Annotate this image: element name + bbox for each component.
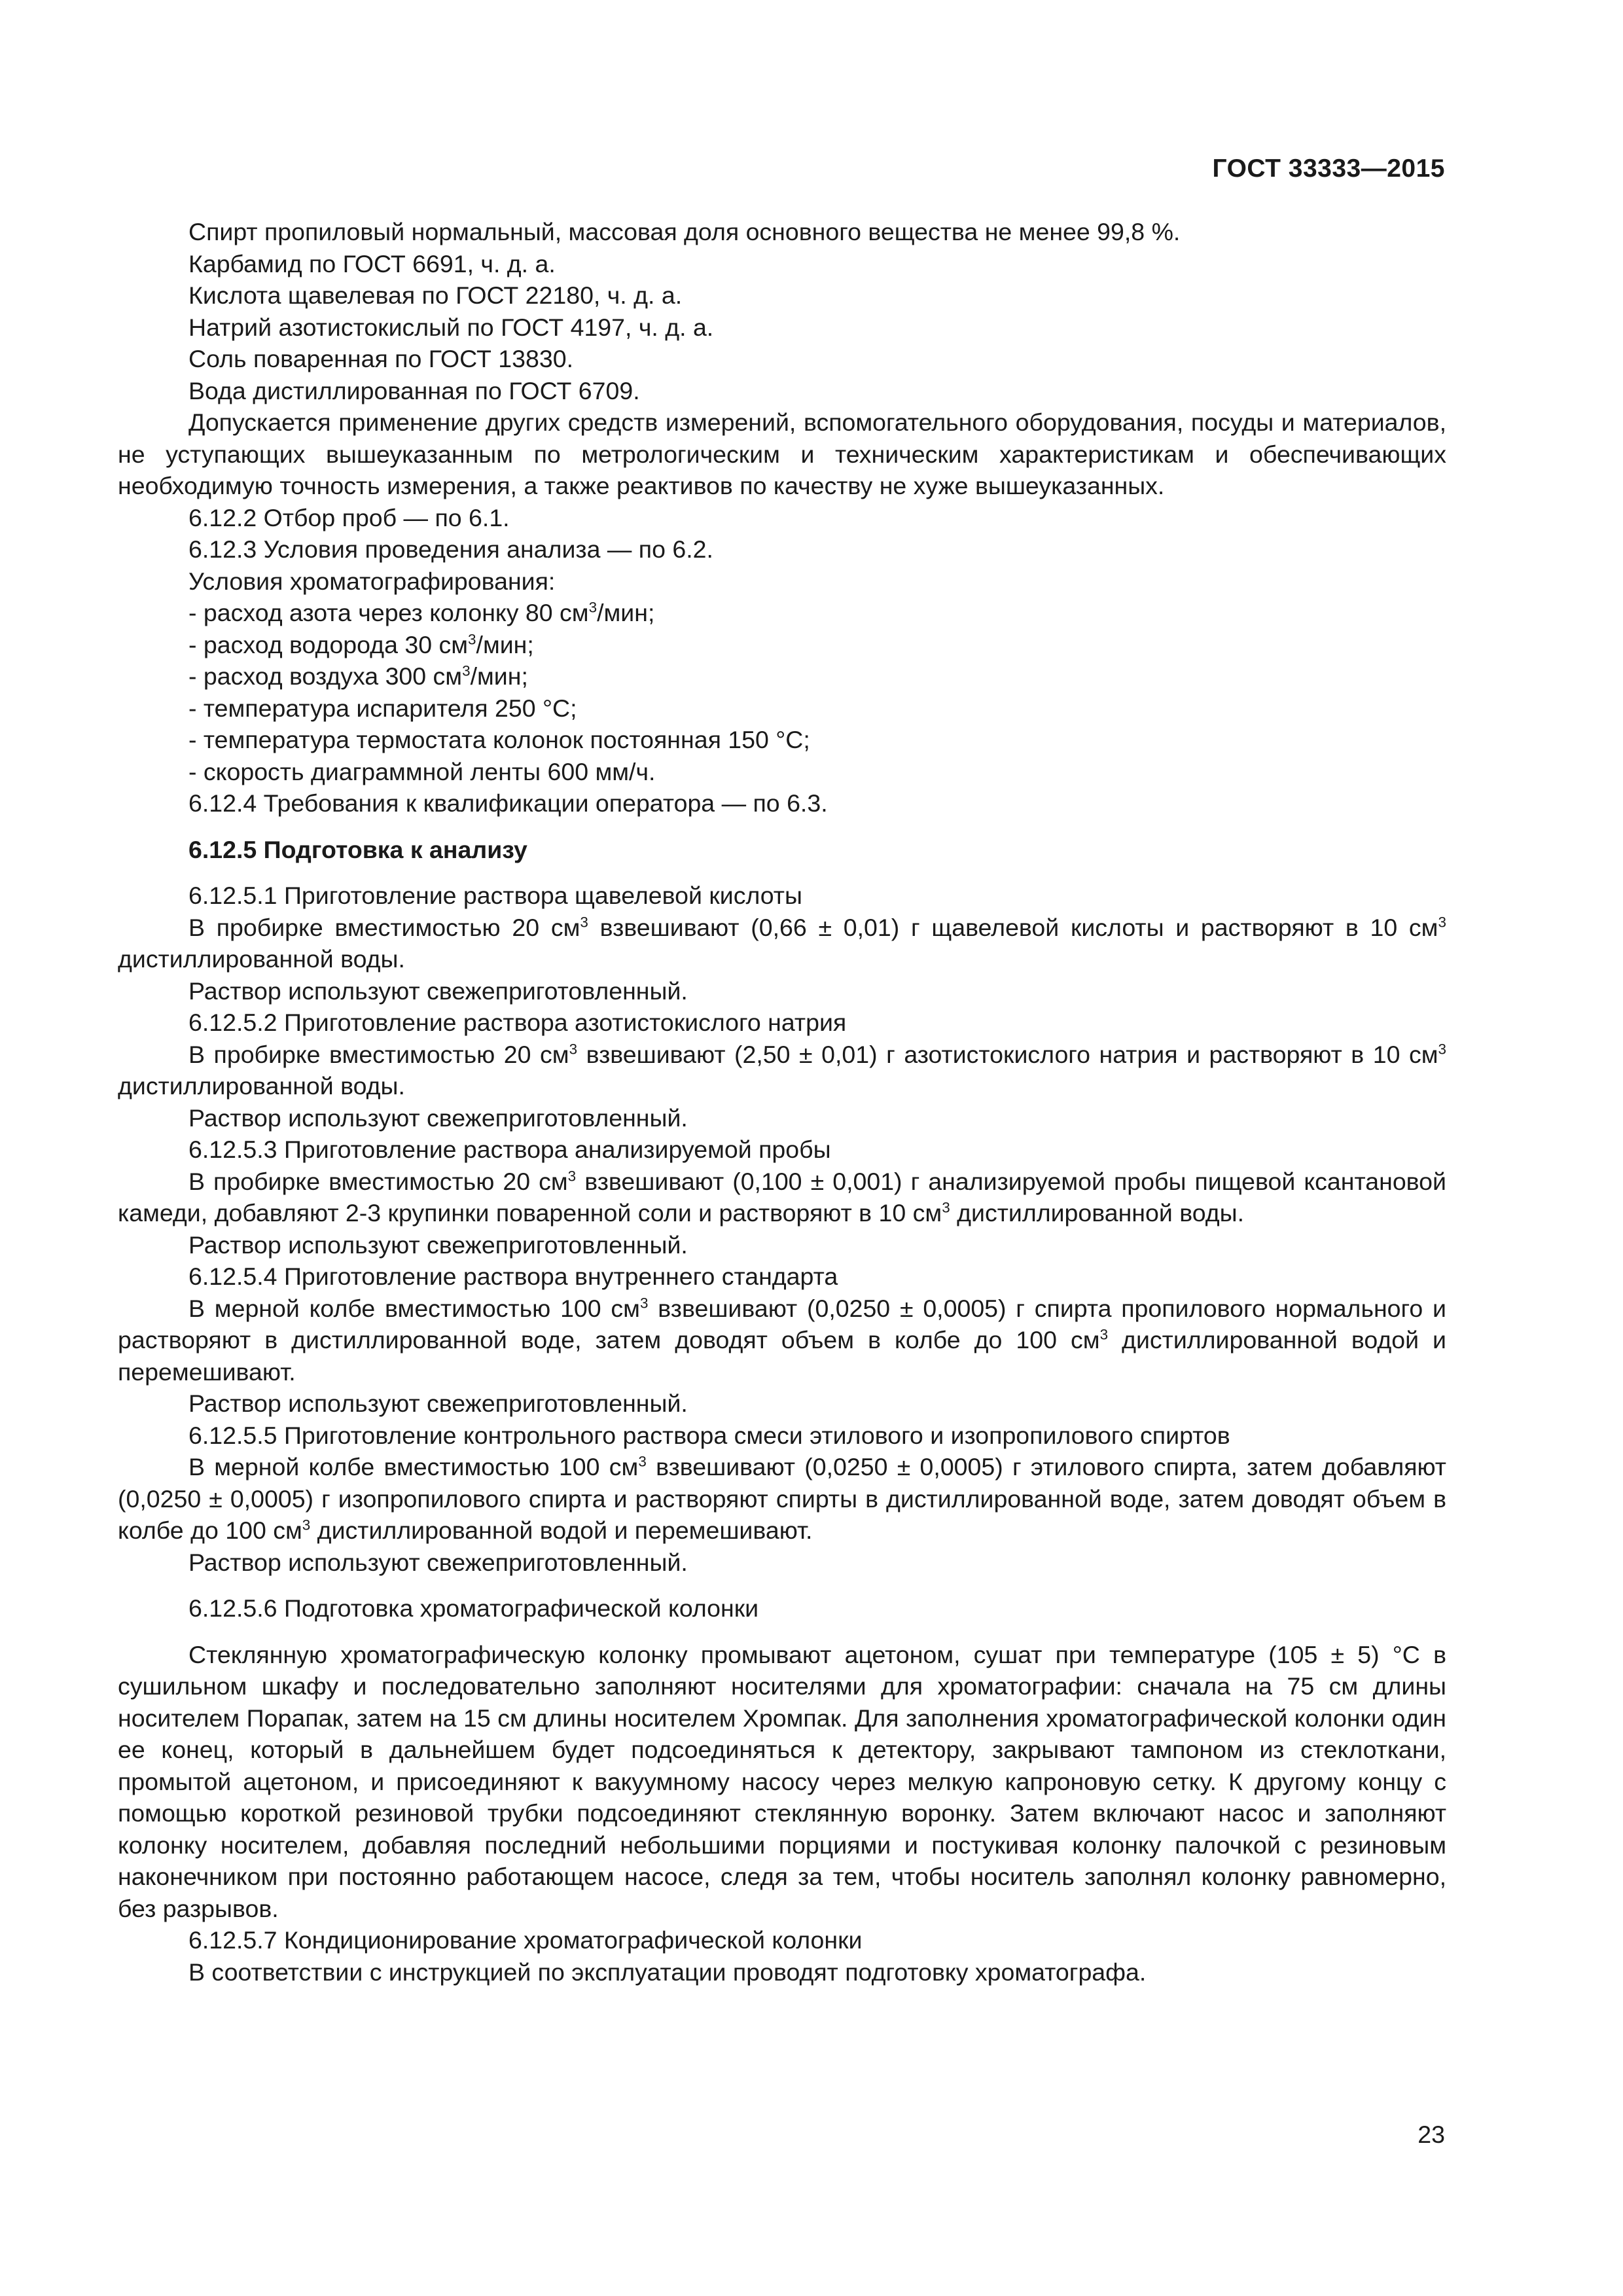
reagent-oxalic-acid: Кислота щавелевая по ГОСТ 22180, ч. д. а.: [188, 281, 683, 309]
reagent-salt: Соль поваренная по ГОСТ 13830.: [188, 345, 573, 372]
text: взвешивают (0,0250 ± 0,0005) г этилового спирта, затем добавляют (0,0250 ± 0,0005) г изопропилового спирта и растворяют спирты в дистиллированной воде, затем доводят объем в колбе до 100 см: [118, 1453, 1446, 1544]
subsection-6-12-5-4-title: 6.12.5.4 Приготовление раствора внутреннего стандарта: [188, 1263, 838, 1290]
text: дистиллированной водой и перемешивают.: [310, 1516, 813, 1544]
subsection-6-12-5-7-title: 6.12.5.7 Кондиционирование хроматографической колонки: [188, 1926, 863, 1954]
condition-thermostat-temp: - температура термостата колонок постоянная 150 °С;: [188, 726, 810, 753]
fresh-solution-note: Раствор используют свежеприготовленный.: [188, 1548, 688, 1576]
clause-6-12-3: 6.12.3 Условия проведения анализа — по 6.2.: [188, 535, 713, 563]
superscript: 3: [639, 1295, 649, 1311]
superscript: 3: [1438, 1041, 1446, 1057]
condition-evaporator-temp: - температура испарителя 250 °С;: [188, 694, 577, 722]
subsection-6-12-5-3-body: [118, 1166, 1446, 1229]
subsection-6-12-5-2-title: 6.12.5.2 Приготовление раствора азотистокислого натрия: [188, 1009, 847, 1036]
fresh-solution-note: Раствор используют свежеприготовленный.: [188, 1390, 688, 1417]
subsection-6-12-5-3-title: 6.12.5.3 Приготовление раствора анализируемой пробы: [188, 1136, 831, 1163]
text: взвешивают (2,50 ± 0,01) г азотистокислого натрия и растворяют в 10 см: [577, 1040, 1438, 1068]
text: дистиллированной воды.: [950, 1199, 1245, 1227]
superscript: 3: [588, 599, 597, 616]
subsection-6-12-5-2-body: [118, 1039, 1446, 1102]
fresh-solution-note: Раствор используют свежеприготовленный.: [188, 1230, 688, 1259]
subsection-6-12-5-6-body: Стеклянную хроматографическую колонку промывают ацетоном, сушат при температуре (105 ± 5) °С в сушильном шкафу и последовательно заполняют носителями для хроматографии: сначала на 75 см длины носителем Порапак, затем на 15 см длины носителем Хромпак. Для заполнения хроматографической колонки один ее конец, который в дальнейшем будет подсоединяться к детектору, закрывают тампоном из стеклоткани, промытой ацетоном, и присоединяют к вакуумному насосу через мелкую капроновую сетку. К другому концу с помощью короткой резиновой трубки подсоединяют стеклянную воронку. Затем включают насос и заполняют колонку носителем, добавляя последний небольшими порциями и постукивая колонку палочкой с резиновым наконечником при постоянно работающем насосе, следя за тем, чтобы носитель заполнял колонку равномерно, без разрывов.: [118, 1640, 1446, 1922]
condition-nitrogen-flow: [118, 597, 1446, 629]
condition-chart-speed: - скорость диаграммной ленты 600 мм/ч.: [188, 757, 656, 785]
text: дистиллированной водой и перемешивают.: [118, 1326, 1446, 1386]
text: В пробирке вместимостью 20 см: [188, 1167, 568, 1195]
document-code: ГОСТ 33333—2015: [1212, 154, 1445, 183]
superscript: 3: [580, 914, 588, 930]
chromatography-conditions-title: Условия хроматографирования:: [188, 567, 556, 595]
fresh-solution-note: Раствор используют свежеприготовленный.: [188, 977, 688, 1005]
reagent-urea: Карбамид по ГОСТ 6691, ч. д. а.: [188, 249, 556, 278]
condition-hydrogen-flow: [118, 629, 1446, 661]
superscript: 3: [1099, 1326, 1109, 1343]
subsection-6-12-5-4-body: [118, 1293, 1446, 1388]
text: /мин;: [597, 599, 655, 626]
paragraph-alternatives: Допускается применение других средств измерений, вспомогательного оборудования, посуды и материалов, не уступающих вышеуказанным по метрологическим и техническим характеристикам и обеспечивающих необходимую точность измерения, а также реактивов по качеству не хуже вышеуказанных.: [118, 408, 1446, 499]
subsection-6-12-5-5-title: 6.12.5.5 Приготовление контрольного раствора смеси этилового и изопропилового спиртов: [188, 1421, 1230, 1449]
document-body: [118, 216, 1446, 1988]
text: взвешивают (0,66 ± 0,01) г щавелевой кислоты и растворяют в 10 см: [588, 913, 1438, 941]
text: дистиллированной воды.: [118, 1072, 405, 1100]
reagent-sodium-nitrite: Натрий азотистокислый по ГОСТ 4197, ч. д. а.: [188, 313, 714, 341]
text: дистиллированной воды.: [118, 945, 405, 973]
text: /мин;: [470, 662, 528, 690]
superscript: 3: [638, 1453, 647, 1470]
clause-6-12-4: 6.12.4 Требования к квалификации оператора — по 6.3.: [188, 789, 828, 817]
text: В мерной колбе вместимостью 100 см: [188, 1294, 640, 1322]
text: /мин;: [476, 630, 534, 658]
reagent-water: Вода дистиллированная по ГОСТ 6709.: [188, 376, 640, 404]
superscript: 3: [942, 1199, 950, 1216]
superscript: 3: [468, 631, 476, 647]
text: В мерной колбе вместимостью 100 см: [188, 1453, 639, 1480]
superscript: 3: [462, 662, 471, 679]
clause-6-12-2: 6.12.2 Отбор проб — по 6.1.: [188, 503, 510, 531]
text: взвешивают (0,0250 ± 0,0005) г спирта пропилового нормального и растворяют в дистиллированной воде, затем доводят объем в колбе до 100 см: [118, 1294, 1446, 1354]
condition-air-flow: [118, 660, 1446, 692]
text: В пробирке вместимостью 20 см: [188, 913, 580, 941]
subsection-6-12-5-1-title: 6.12.5.1 Приготовление раствора щавелевой кислоты: [188, 882, 802, 909]
superscript: 3: [302, 1516, 311, 1534]
subsection-6-12-5-7-body: В соответствии с инструкцией по эксплуатации проводят подготовку хроматографа.: [188, 1958, 1147, 1986]
superscript: 3: [1438, 914, 1446, 930]
text: В пробирке вместимостью 20 см: [188, 1040, 569, 1068]
text: - расход азота через колонку 80 см: [188, 599, 589, 626]
text: взвешивают (0,100 ± 0,001) г анализируемой пробы пищевой ксантановой камеди, добавляют 2-3 крупинки поваренной соли и растворяют в 10 см: [118, 1167, 1446, 1227]
reagent-propanol: Спирт пропиловый нормальный, массовая доля основного вещества не менее 99,8 %.: [188, 218, 1181, 245]
text: - расход водорода 30 см: [188, 630, 469, 658]
subsection-6-12-5-6-title: 6.12.5.6 Подготовка хроматографической колонки: [188, 1594, 759, 1622]
subsection-6-12-5-5-body: [118, 1451, 1446, 1547]
text: - расход воздуха 300 см: [188, 662, 463, 690]
subsection-6-12-5-1-body: [118, 912, 1446, 975]
superscript: 3: [569, 1041, 578, 1057]
section-heading-6-12-5: 6.12.5 Подготовка к анализу: [188, 835, 527, 863]
page-number: 23: [1418, 2121, 1445, 2148]
superscript: 3: [567, 1168, 577, 1184]
fresh-solution-note: Раствор используют свежеприготовленный.: [188, 1103, 688, 1132]
